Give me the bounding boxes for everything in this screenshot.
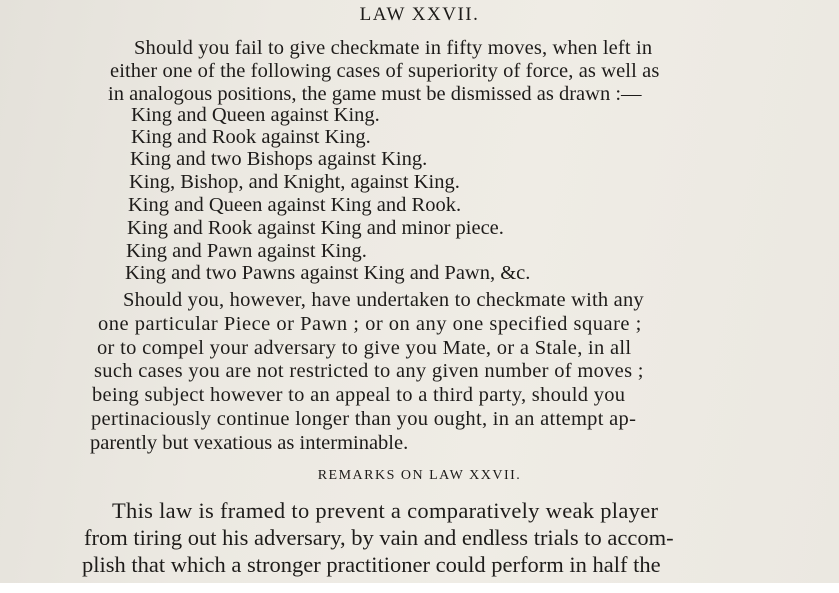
law-line: pertinaciously continue longer than you ought, in an attempt ap- (91, 408, 637, 430)
law-case: King and two Bishops against King. (130, 148, 428, 170)
law-line: parently but vexatious as interminable. (90, 432, 409, 454)
law-case: King and two Pawns against King and Pawn, &c. (125, 262, 531, 284)
remarks-line: from tiring out his adversary, by vain and endless trials to accom- (84, 525, 674, 550)
law-case: King and Rook against King. (131, 126, 371, 148)
law-case: King and Queen against King. (131, 104, 380, 126)
law-line: being subject however to an appeal to a third party, should you (92, 384, 626, 406)
remarks-line: plish that which a stronger practitioner could perform in half the (82, 552, 661, 577)
bottom-strip (0, 583, 839, 593)
law-case: King and Pawn against King. (126, 240, 367, 262)
law-line: Should you fail to give checkmate in fifty moves, when left in (134, 37, 653, 59)
remarks-heading: REMARKS ON LAW XXVII. (317, 468, 522, 483)
law-case: King and Queen against King and Rook. (128, 194, 462, 216)
remarks-line: This law is framed to prevent a comparatively weak player (112, 498, 659, 523)
law-line: one particular Piece or Pawn ; or on any one specified square ; (98, 313, 642, 335)
law-line: either one of the following cases of superiority of force, as well as (110, 60, 660, 82)
law-line: such cases you are not restricted to any given number of moves ; (94, 360, 644, 382)
law-case: King, Bishop, and Knight, against King. (129, 171, 460, 193)
law-case: King and Rook against King and minor piece. (127, 217, 504, 239)
law-line: Should you, however, have undertaken to checkmate with any (123, 289, 644, 311)
law-line: in analogous positions, the game must be dismissed as drawn :— (108, 83, 642, 105)
law-line: or to compel your adversary to give you Mate, or a Stale, in all (97, 337, 632, 359)
law-heading: LAW XXVII. (359, 4, 480, 25)
